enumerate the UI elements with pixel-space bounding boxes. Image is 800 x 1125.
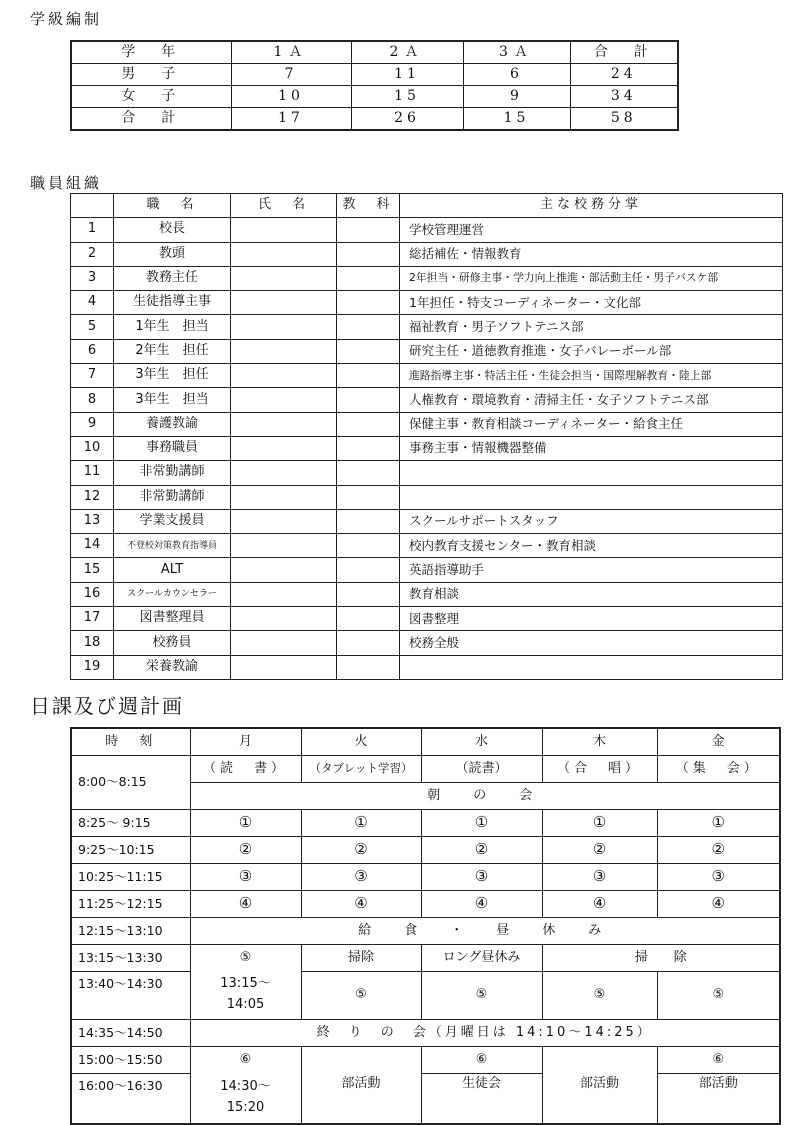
staff-subject: [337, 218, 400, 242]
lunch-row: [71, 918, 780, 945]
staff-subject: [337, 315, 400, 339]
staff-duty: 英語指導助手: [400, 558, 783, 582]
cell: 17: [231, 108, 351, 131]
evening-row-1: [71, 1047, 780, 1074]
header-grade: 学 年: [71, 41, 231, 64]
cell: 7: [231, 64, 351, 86]
fri-morning: （集 会）: [657, 756, 780, 783]
staff-no: 10: [71, 436, 114, 460]
staff-position: 3年生 担当: [114, 388, 231, 412]
staff-no: 12: [71, 485, 114, 509]
staff-name: [231, 534, 337, 558]
staff-header-subject: 教 科: [337, 194, 400, 218]
staff-row: [71, 315, 783, 339]
header-wed: 水: [421, 728, 542, 756]
staff-position: 教頭: [114, 242, 231, 266]
mon-period-mark: ③: [190, 864, 301, 891]
staff-row: [71, 655, 783, 679]
fri-period-mark: ①: [657, 810, 780, 837]
staff-row: [71, 485, 783, 509]
staff-duty: 校内教育支援センター・教育相談: [400, 534, 783, 558]
staff-row: [71, 461, 783, 485]
header-2a: 2Ａ: [351, 41, 463, 64]
staff-no: 19: [71, 655, 114, 679]
staff-subject: [337, 339, 400, 363]
staff-position: 非常勤講師: [114, 461, 231, 485]
period-row: [71, 810, 780, 837]
staff-no: 18: [71, 631, 114, 655]
staff-no: 5: [71, 315, 114, 339]
evening-row-2: [71, 1074, 780, 1124]
staff-subject: [337, 582, 400, 606]
fri-club: 部活動: [657, 1074, 780, 1124]
staff-duty: 2年担当・研修主事・学力向上推進・部活動主任・男子バスケ部: [400, 266, 783, 290]
staff-subject: [337, 485, 400, 509]
tue-club: 部活動: [301, 1047, 421, 1124]
staff-position: 非常勤講師: [114, 485, 231, 509]
staff-name: [231, 631, 337, 655]
staff-header-no: [71, 194, 114, 218]
staff-name: [231, 412, 337, 436]
staff-position: 養護教諭: [114, 412, 231, 436]
thu-period-mark: ④: [542, 891, 657, 918]
mon-morning: （読 書）: [190, 756, 301, 783]
staff-row: [71, 412, 783, 436]
time-cell: 8:25～ 9:15: [71, 810, 190, 837]
time-cell: 8:00～8:15: [71, 756, 190, 810]
tue-period-mark: ①: [301, 810, 421, 837]
staff-no: 11: [71, 461, 114, 485]
mon-period-mark: ②: [190, 837, 301, 864]
mon-period6-mark: ⑥: [190, 1047, 301, 1074]
class-header-row: [71, 41, 678, 64]
staff-subject: [337, 412, 400, 436]
staff-name: [231, 339, 337, 363]
staff-row: [71, 534, 783, 558]
staff-no: 7: [71, 364, 114, 388]
class-row-girls: [71, 86, 678, 108]
class-row-boys: [71, 64, 678, 86]
staff-row: [71, 364, 783, 388]
row-label: 合 計: [71, 108, 231, 131]
cell: 10: [231, 86, 351, 108]
time-cell: 12:15～13:10: [71, 918, 190, 945]
staff-name: [231, 388, 337, 412]
tue-period-mark: ③: [301, 864, 421, 891]
staff-position: スクールカウンセラー: [114, 582, 231, 606]
staff-subject: [337, 364, 400, 388]
staff-row: [71, 509, 783, 533]
cell: 24: [570, 64, 678, 86]
staff-position: 校務員: [114, 631, 231, 655]
staff-subject: [337, 461, 400, 485]
mon-p6-start: 14:30～: [220, 1079, 271, 1095]
tue-period5: ⑤: [301, 972, 421, 1020]
header-time: 時 刻: [71, 728, 190, 756]
wed-long-break: ロング昼休み: [421, 945, 542, 972]
staff-header-row: [71, 194, 783, 218]
staff-position: ALT: [114, 558, 231, 582]
cell: 15: [463, 108, 570, 131]
staff-duty: 人権教育・環境教育・清掃主任・女子ソフトテニス部: [400, 388, 783, 412]
staff-name: [231, 364, 337, 388]
tue-period-mark: ④: [301, 891, 421, 918]
tue-period-mark: ②: [301, 837, 421, 864]
staff-duty: 1年担任・特支コーディネーター・文化部: [400, 291, 783, 315]
wed-morning: （読書）: [421, 756, 542, 783]
staff-subject: [337, 631, 400, 655]
period-row: [71, 891, 780, 918]
class-heading: 学級編制: [30, 10, 103, 28]
staff-subject: [337, 558, 400, 582]
staff-name: [231, 582, 337, 606]
row-label: 男 子: [71, 64, 231, 86]
staff-header-duty: 主な校務分掌: [400, 194, 783, 218]
cell: 34: [570, 86, 678, 108]
staff-position: 生徒指導主事: [114, 291, 231, 315]
staff-duty: 福祉教育・男子ソフトテニス部: [400, 315, 783, 339]
cell: 11: [351, 64, 463, 86]
wed-period-mark: ②: [421, 837, 542, 864]
tue-cleaning: 掃除: [301, 945, 421, 972]
staff-name: [231, 242, 337, 266]
class-table: [70, 40, 679, 131]
wed-period-mark: ①: [421, 810, 542, 837]
staff-subject: [337, 266, 400, 290]
staff-no: 3: [71, 266, 114, 290]
staff-duty: 保健主事・教育相談コーディネーター・給食主任: [400, 412, 783, 436]
staff-position: 学業支援員: [114, 509, 231, 533]
header-total: 合 計: [570, 41, 678, 64]
closing-row: [71, 1020, 780, 1047]
mon-period5-time: [190, 972, 301, 1020]
staff-row: [71, 266, 783, 290]
lunch-break: 給 食 ・ 昼 休 み: [190, 918, 780, 945]
mon-period-mark: ①: [190, 810, 301, 837]
fri-period-mark: ②: [657, 837, 780, 864]
morning-activity-row: [71, 756, 780, 783]
thu-club: 部活動: [542, 1047, 657, 1124]
time-cell: 11:25～12:15: [71, 891, 190, 918]
time-cell: 16:00～16:30: [71, 1074, 190, 1124]
staff-row: [71, 388, 783, 412]
fri-period-mark: ③: [657, 864, 780, 891]
staff-no: 16: [71, 582, 114, 606]
header-thu: 木: [542, 728, 657, 756]
staff-row: [71, 558, 783, 582]
staff-no: 4: [71, 291, 114, 315]
staff-name: [231, 655, 337, 679]
staff-position: 教務主任: [114, 266, 231, 290]
staff-subject: [337, 607, 400, 631]
staff-position: 不登校対策教育指導員: [114, 534, 231, 558]
thu-period-mark: ②: [542, 837, 657, 864]
staff-no: 17: [71, 607, 114, 631]
staff-no: 9: [71, 412, 114, 436]
header-3a: 3Ａ: [463, 41, 570, 64]
wed-period6-mark: ⑥: [421, 1047, 542, 1074]
staff-duty: [400, 485, 783, 509]
afternoon-row-1: [71, 945, 780, 972]
wed-student-council: 生徒会: [421, 1074, 542, 1124]
header-1a: 1Ａ: [231, 41, 351, 64]
staff-duty: 学校管理運営: [400, 218, 783, 242]
mon-period6-time: [190, 1074, 301, 1124]
staff-duty: 研究主任・道徳教育推進・女子バレーボール部: [400, 339, 783, 363]
staff-duty: 図書整理: [400, 607, 783, 631]
staff-duty: [400, 655, 783, 679]
thu-period-mark: ①: [542, 810, 657, 837]
wed-period-mark: ④: [421, 891, 542, 918]
time-cell: 9:25～10:15: [71, 837, 190, 864]
staff-duty: 総括補佐・情報教育: [400, 242, 783, 266]
mon-period-mark: ④: [190, 891, 301, 918]
closing-meeting: 終 り の 会（月曜日は 14:10～14:25）: [190, 1020, 780, 1047]
staff-row: [71, 218, 783, 242]
cell: 15: [351, 86, 463, 108]
wed-period5: ⑤: [421, 972, 542, 1020]
staff-row: [71, 631, 783, 655]
staff-name: [231, 291, 337, 315]
staff-duty: スクールサポートスタッフ: [400, 509, 783, 533]
staff-heading: 職員組織: [30, 174, 103, 192]
staff-name: [231, 607, 337, 631]
class-row-total: [71, 108, 678, 131]
staff-duty: 進路指導主事・特活主任・生徒会担当・国際理解教育・陸上部: [400, 364, 783, 388]
staff-position: 栄養教諭: [114, 655, 231, 679]
staff-row: [71, 607, 783, 631]
staff-position: 図書整理員: [114, 607, 231, 631]
staff-no: 14: [71, 534, 114, 558]
staff-subject: [337, 291, 400, 315]
time-cell: 14:35～14:50: [71, 1020, 190, 1047]
mon-p6-end: 15:20: [226, 1100, 265, 1115]
afternoon-row-2: [71, 972, 780, 1020]
schedule-heading: 日課及び週計画: [30, 694, 184, 718]
thu-period-mark: ③: [542, 864, 657, 891]
staff-duty: 教育相談: [400, 582, 783, 606]
staff-duty: [400, 461, 783, 485]
staff-subject: [337, 436, 400, 460]
staff-position: 事務職員: [114, 436, 231, 460]
staff-position: 3年生 担任: [114, 364, 231, 388]
schedule-header-row: [71, 728, 780, 756]
row-label: 女 子: [71, 86, 231, 108]
staff-subject: [337, 242, 400, 266]
staff-row: [71, 242, 783, 266]
staff-position: 校長: [114, 218, 231, 242]
staff-row: [71, 339, 783, 363]
wed-period-mark: ③: [421, 864, 542, 891]
staff-position: 1年生 担当: [114, 315, 231, 339]
staff-no: 2: [71, 242, 114, 266]
staff-name: [231, 485, 337, 509]
staff-subject: [337, 655, 400, 679]
staff-position: 2年生 担任: [114, 339, 231, 363]
fri-period6-mark: ⑥: [657, 1047, 780, 1074]
staff-row: [71, 436, 783, 460]
thu-fri-cleaning: 掃 除: [542, 945, 780, 972]
header-fri: 金: [657, 728, 780, 756]
period-row: [71, 864, 780, 891]
staff-header-position: 職 名: [114, 194, 231, 218]
thu-period5: ⑤: [542, 972, 657, 1020]
staff-subject: [337, 388, 400, 412]
header-mon: 月: [190, 728, 301, 756]
staff-subject: [337, 509, 400, 533]
staff-name: [231, 558, 337, 582]
staff-row: [71, 582, 783, 606]
cell: 58: [570, 108, 678, 131]
staff-no: 13: [71, 509, 114, 533]
mon-p5-end: 14:05: [226, 997, 265, 1013]
header-tue: 火: [301, 728, 421, 756]
staff-name: [231, 218, 337, 242]
morning-meeting: 朝 の 会: [190, 783, 780, 810]
tue-morning: （タブレット学習）: [301, 756, 421, 783]
staff-name: [231, 509, 337, 533]
schedule-table: [70, 727, 781, 1125]
staff-no: 6: [71, 339, 114, 363]
staff-name: [231, 315, 337, 339]
period-row: [71, 837, 780, 864]
staff-row: [71, 291, 783, 315]
staff-no: 15: [71, 558, 114, 582]
staff-no: 8: [71, 388, 114, 412]
staff-header-name: 氏 名: [231, 194, 337, 218]
fri-period-mark: ④: [657, 891, 780, 918]
staff-name: [231, 266, 337, 290]
staff-table: [70, 193, 783, 680]
staff-name: [231, 436, 337, 460]
staff-name: [231, 461, 337, 485]
cell: 6: [463, 64, 570, 86]
staff-no: 1: [71, 218, 114, 242]
time-cell: 13:15～13:30: [71, 945, 190, 972]
mon-p5-start: 13:15～: [220, 976, 271, 992]
fri-period5: ⑤: [657, 972, 780, 1020]
cell: 9: [463, 86, 570, 108]
thu-morning: （合 唱）: [542, 756, 657, 783]
staff-duty: 事務主事・情報機器整備: [400, 436, 783, 460]
time-cell: 10:25～11:15: [71, 864, 190, 891]
time-cell: 15:00～15:50: [71, 1047, 190, 1074]
time-cell: 13:40～14:30: [71, 972, 190, 1020]
mon-period5-mark: ⑤: [190, 945, 301, 972]
staff-subject: [337, 534, 400, 558]
staff-duty: 校務全般: [400, 631, 783, 655]
cell: 26: [351, 108, 463, 131]
